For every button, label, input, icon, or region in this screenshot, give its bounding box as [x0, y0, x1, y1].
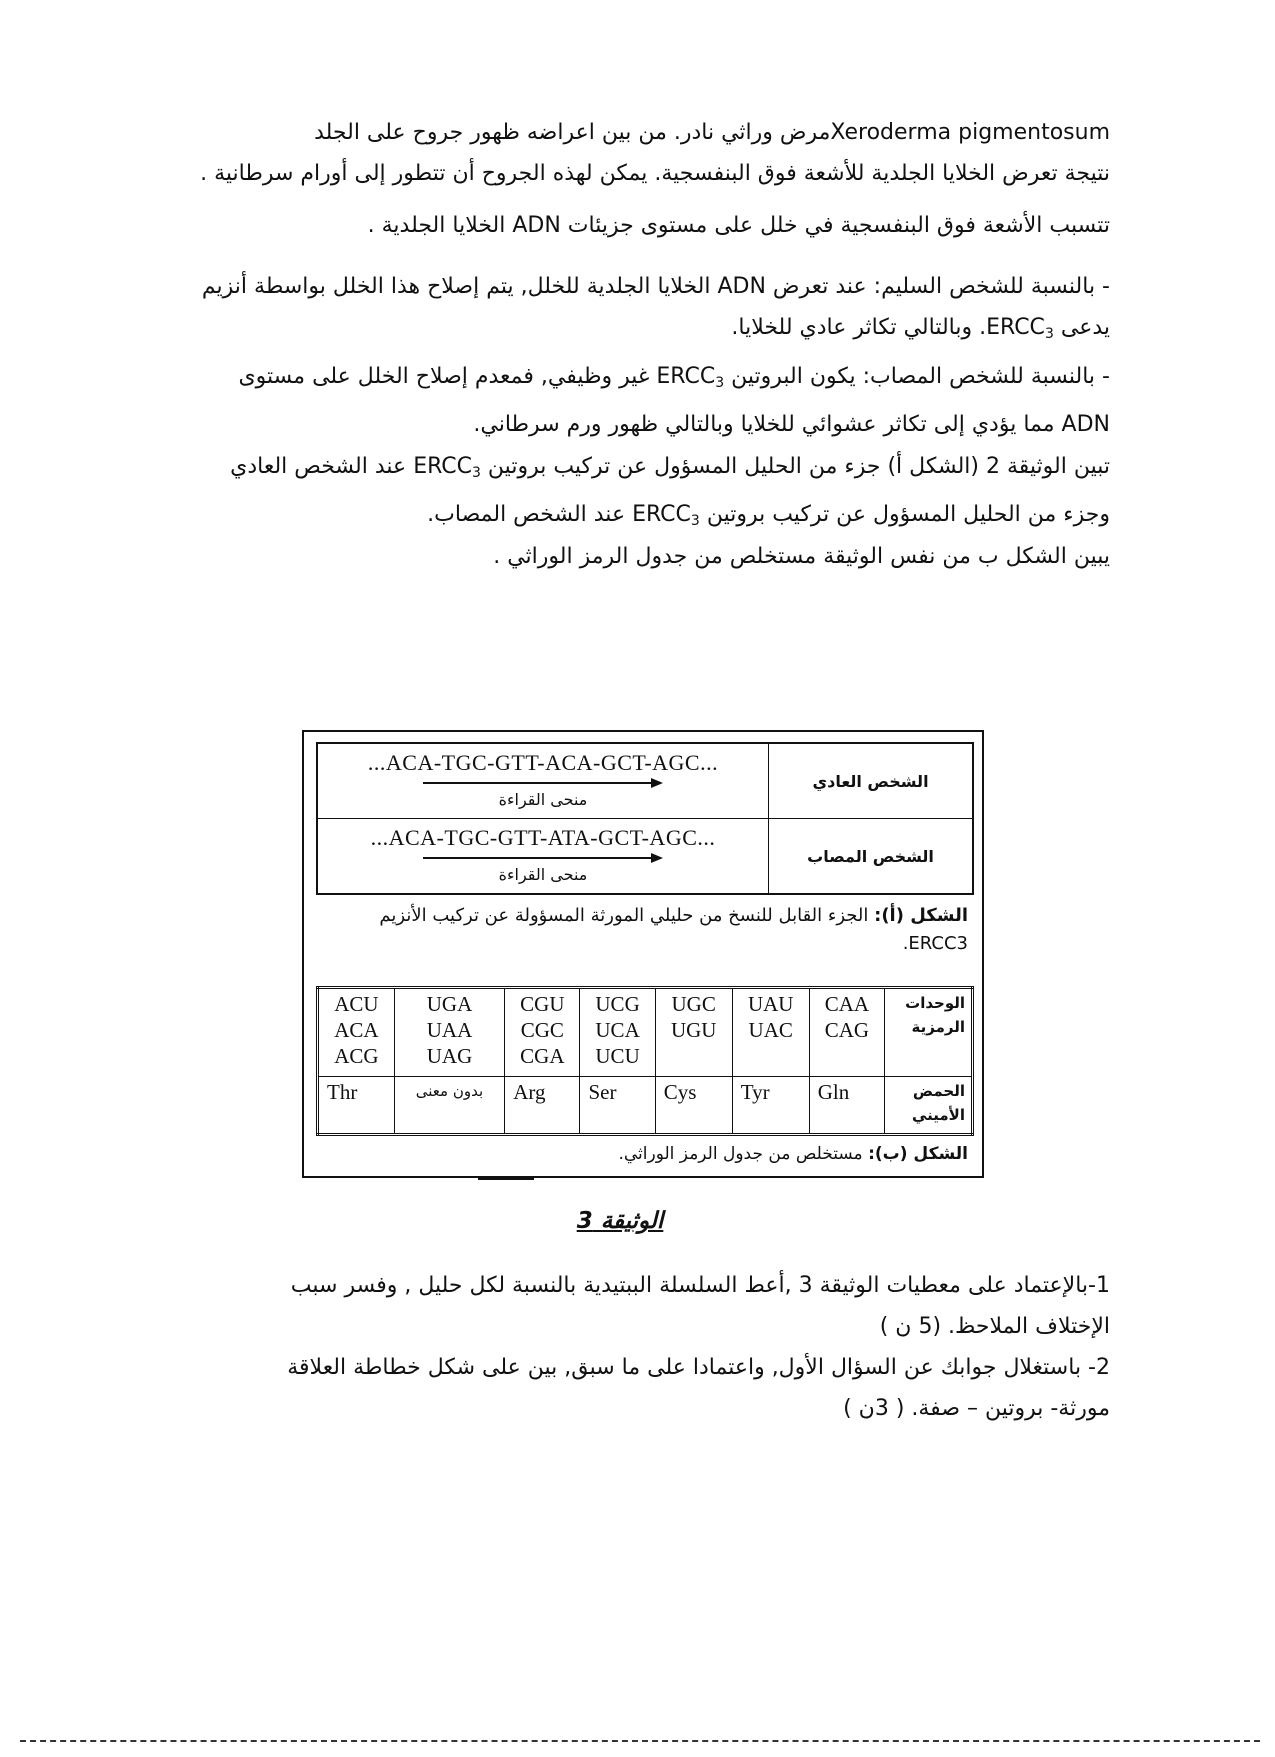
- figure-a-caption: [328, 902, 968, 958]
- codon-cell: CGU CGC CGA: [505, 988, 580, 1077]
- intro-line-2: نتيجة تعرض الخلايا الجلدية للأشعة فوق البنفسجية. يمكن لهذه الجروح أن تتطور إلى أورام سرطانية .: [200, 161, 1110, 186]
- normal-sequence-cell: [317, 743, 769, 819]
- intro-line-1-text: مرض وراثي نادر. من بين اعراضه ظهور جروح على الجلد: [314, 120, 831, 145]
- healthy-line-2-b: . وبالتالي تكاثر عادي للخلايا.: [731, 315, 987, 340]
- figure-b-caption-prefix: الشكل (ب):: [868, 1144, 968, 1164]
- question-2-line-2: مورثة- بروتين – صفة. ( 3ن ): [843, 1396, 1110, 1421]
- subscript: 3: [690, 513, 700, 529]
- amino-acid-cell: بدون معنى: [394, 1077, 504, 1135]
- figure-a-caption-prefix: الشكل (أ):: [874, 905, 968, 926]
- patient-line-2: ADN مما يؤدي إلى تكاثر عشوائي للخلايا وبالتالي ظهور ورم سرطاني.: [473, 412, 1110, 437]
- codon-header: الوحدات الرمزية: [885, 988, 973, 1077]
- question-1-line-1: 1-بالإعتماد على معطيات الوثيقة 3 ,أعط السلسلة الببتيدية بالنسبة لكل حليل , وفسر سبب: [290, 1273, 1110, 1298]
- intro-line-1: [215, 112, 1110, 153]
- patient-person-label: الشخص المصاب: [769, 819, 974, 895]
- fig-b-intro-text: يبين الشكل ب من نفس الوثيقة مستخلص من جدول الرمز الوراثي .: [493, 544, 1110, 569]
- divider: [478, 1178, 534, 1180]
- codon-cell: UGA UAA UAG: [394, 988, 504, 1077]
- codon-row: [318, 988, 973, 1077]
- codon-table: [316, 986, 974, 1136]
- figure-b-caption-text: مستخلص من جدول الرمز الوراثي.: [618, 1144, 863, 1164]
- patient-line-1: [215, 356, 1110, 404]
- document-title: الوثيقة 3: [576, 1208, 664, 1234]
- disease-term: Xeroderma pigmentosum: [830, 120, 1110, 145]
- doc-intro-line-2-a: وجزء من الحليل المسؤول عن تركيب بروتين ERCC: [632, 502, 1110, 527]
- reading-direction-label: منحى القراءة: [498, 865, 588, 884]
- amino-acid-cell: Tyr: [732, 1077, 809, 1135]
- healthy-paragraph: [201, 266, 1110, 355]
- figure-b-caption: [618, 1144, 968, 1164]
- sequence-table: [316, 742, 974, 895]
- question-2-line-1: 2- باستغلال جوابك عن السؤال الأول, واعتمادا على ما سبق, بين على شكل خطاطة العلاقة: [287, 1355, 1110, 1380]
- reading-arrow-icon: [423, 853, 663, 863]
- figure-a-caption-text: الجزء القابل للنسخ من حليلي المورثة المسؤولة عن تركيب الأنزيم ERCC3.: [379, 905, 968, 954]
- amino-acid-header: الحمض الأميني: [885, 1077, 973, 1135]
- amino-acid-cell: Cys: [655, 1077, 732, 1135]
- questions: [215, 1265, 1110, 1429]
- amino-acid-cell: Thr: [318, 1077, 395, 1135]
- doc-intro-line-1: [215, 446, 1110, 494]
- patient-line-1-b: غير وظيفي, فمعدم إصلاح الخلل على مستوى: [238, 364, 657, 389]
- codon-cell: CAA CAG: [809, 988, 884, 1077]
- amino-acid-cell: Gln: [809, 1077, 884, 1135]
- subscript: 3: [1044, 326, 1054, 342]
- figure-box: [302, 730, 984, 1178]
- amino-acid-row: [318, 1077, 973, 1135]
- normal-person-label: الشخص العادي: [769, 743, 974, 819]
- subscript: 3: [715, 375, 725, 391]
- codon-cell: ACU ACA ACG: [318, 988, 395, 1077]
- subscript: 3: [472, 465, 481, 481]
- doc-intro-line-2: [215, 494, 1110, 542]
- patient-sequence-cell: [317, 819, 769, 895]
- doc-intro-line-1-b: عند الشخص العادي: [230, 454, 414, 479]
- codon-cell: UCG UCA UCU: [580, 988, 655, 1077]
- doc-intro-line-2-b: عند الشخص المصاب.: [427, 502, 633, 527]
- healthy-line-2-a: يدعى ERCC: [986, 315, 1110, 340]
- intro-paragraph: [200, 112, 1110, 194]
- patient-sequence: ...ACA-TGC-GTT-ATA-GCT-AGC...: [370, 825, 716, 850]
- patient-paragraph: [215, 356, 1110, 445]
- normal-sequence: ...ACA-TGC-GTT-ACA-GCT-AGC...: [367, 750, 719, 775]
- uv-effect-paragraph: [215, 205, 1110, 246]
- healthy-line-1: - بالنسبة للشخص السليم: عند تعرض ADN الخلايا الجلدية للخلل, يتم إصلاح هذا الخلل بواسطة أنزيم: [201, 274, 1110, 299]
- uv-effect-text: تتسبب الأشعة فوق البنفسجية في خلل على مستوى جزيئات ADN الخلايا الجلدية .: [367, 213, 1110, 238]
- healthy-line-2: [215, 307, 1110, 355]
- amino-acid-cell: Ser: [580, 1077, 655, 1135]
- amino-acid-cell: Arg: [505, 1077, 580, 1135]
- codon-cell: UGC UGU: [655, 988, 732, 1077]
- doc-intro-paragraph: [215, 446, 1110, 542]
- question-1-line-2: الإختلاف الملاحظ. (5 ن ): [879, 1314, 1110, 1339]
- sequence-row-normal: [317, 743, 973, 819]
- patient-line-1-a: - بالنسبة للشخص المصاب: يكون البروتين ERCC: [656, 364, 1110, 389]
- doc-intro-line-1-a: تبين الوثيقة 2 (الشكل أ) جزء من الحليل المسؤول عن تركيب بروتين ERCC: [413, 454, 1110, 479]
- sequence-row-patient: [317, 819, 973, 895]
- codon-cell: UAU UAC: [732, 988, 809, 1077]
- reading-arrow-icon: [423, 778, 663, 788]
- reading-direction-label: منحى القراءة: [498, 790, 588, 809]
- bottom-divider: [20, 1740, 1260, 1742]
- fig-b-intro-paragraph: [215, 536, 1110, 577]
